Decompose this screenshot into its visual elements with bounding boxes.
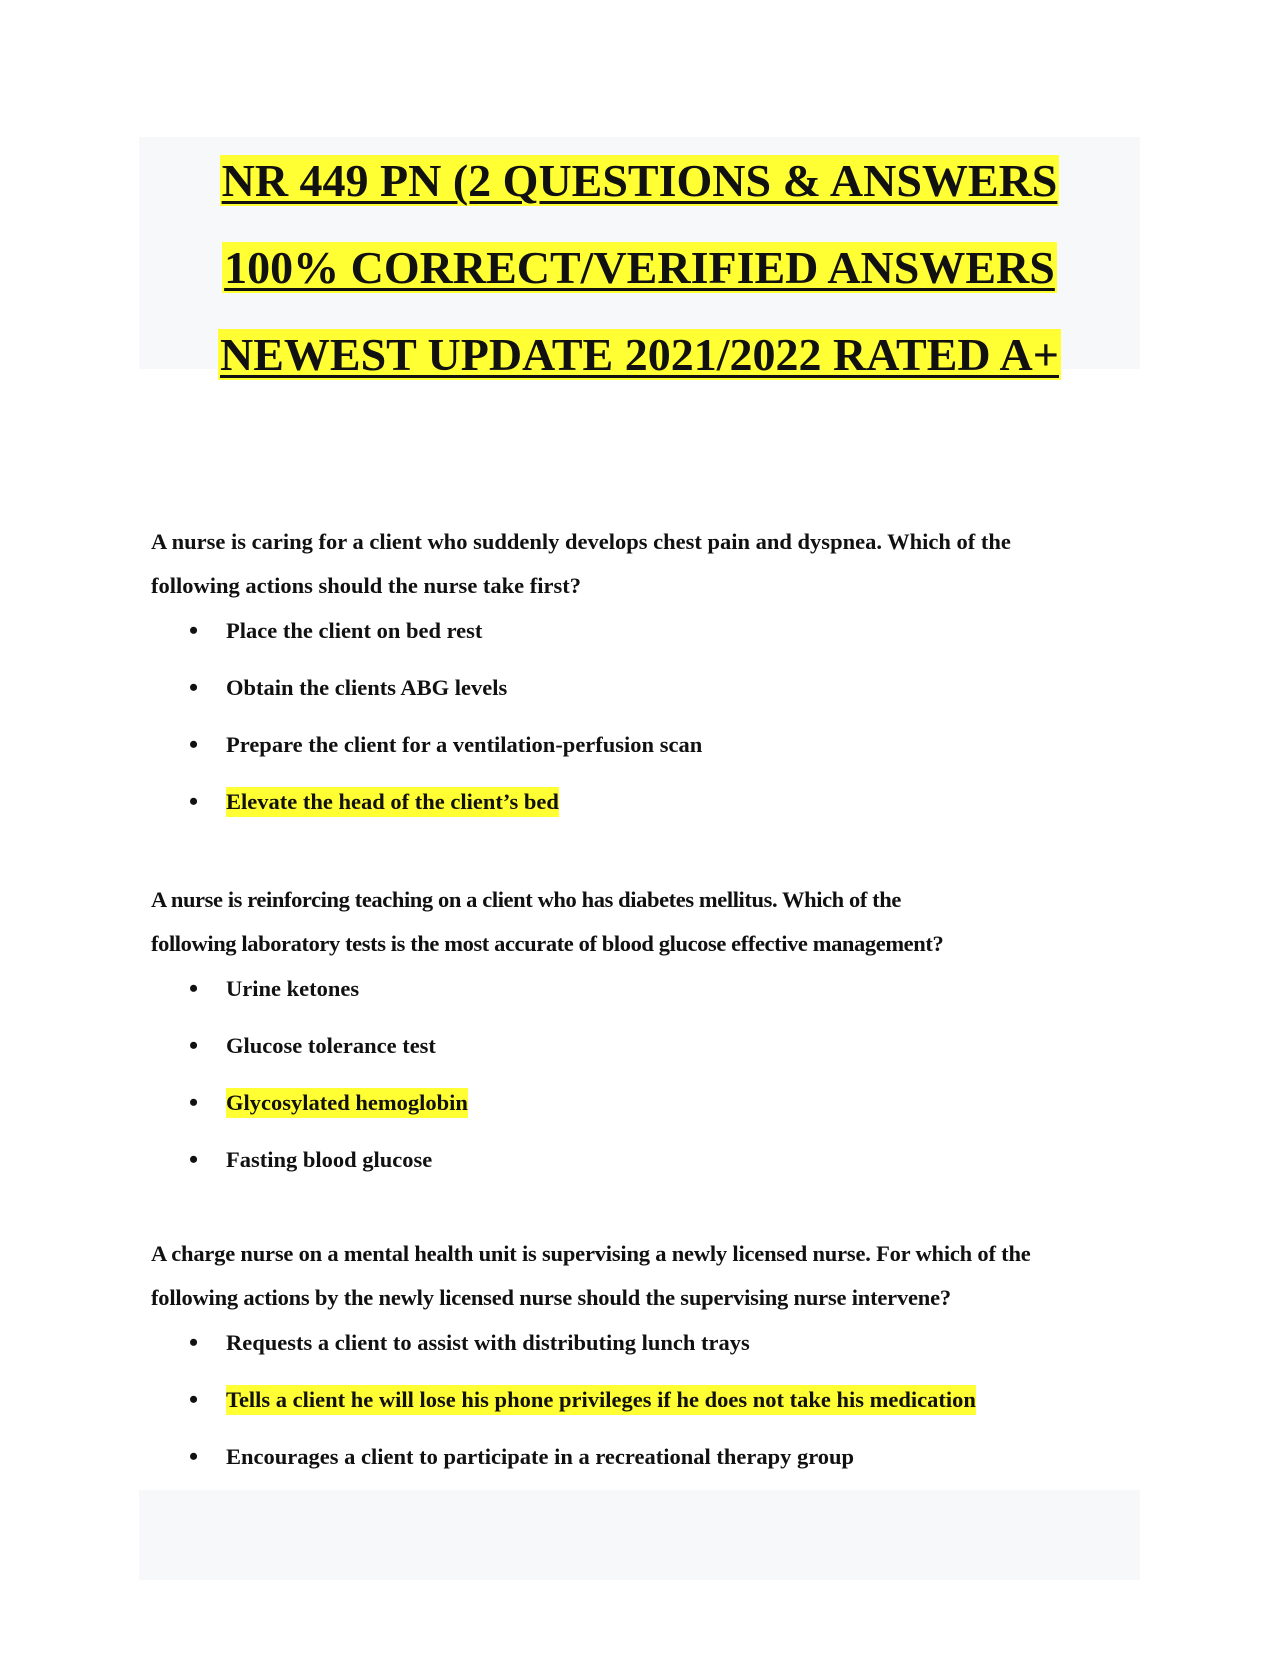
option-text: Place the client on bed rest <box>226 618 483 643</box>
question-text: A nurse is reinforcing teaching on a client who has diabetes mellitus. Which of the following laboratory tests is the most accurate of blood glucose effective management? <box>151 887 944 956</box>
answer-options <box>151 1328 1111 1499</box>
bullet-icon: • <box>189 1145 199 1174</box>
answer-option <box>151 974 1111 1031</box>
highlighted-answer-text: Tells a client he will lose his phone privileges if he does not take his medication <box>226 1385 976 1415</box>
question-text: A nurse is caring for a client who suddenly develops chest pain and dyspnea. Which of the following actions should the nurse take first? <box>151 529 1011 598</box>
question-1 <box>151 520 1111 844</box>
answer-options <box>151 974 1111 1202</box>
answer-option <box>151 1145 1111 1202</box>
bullet-icon: • <box>189 787 199 816</box>
bullet-icon: • <box>189 730 199 759</box>
answer-option-correct <box>151 787 1111 844</box>
bullet-icon: • <box>189 1088 199 1117</box>
option-text: Obtain the clients ABG levels <box>226 675 508 700</box>
answer-option-correct <box>151 1088 1111 1145</box>
bullet-icon: • <box>189 1328 199 1357</box>
question-text: A charge nurse on a mental health unit is supervising a newly licensed nurse. For which of the following actions by the newly licensed nurse should the supervising nurse intervene? <box>151 1241 1031 1310</box>
highlighted-answer-text: Elevate the head of the client’s bed <box>226 787 559 817</box>
option-text: Encourages a client to participate in a recreational therapy group <box>226 1444 855 1469</box>
bullet-icon: • <box>189 974 199 1003</box>
option-text: Fasting blood glucose <box>226 1147 433 1172</box>
title-line-1: NR 449 PN (2 QUESTIONS & ANSWERS <box>221 155 1058 206</box>
answer-option <box>151 730 1111 787</box>
title-line-2: 100% CORRECT/VERIFIED ANSWERS <box>224 242 1055 293</box>
option-text: Prepare the client for a ventilation-perfusion scan <box>226 732 703 757</box>
answer-option-correct <box>151 1385 1111 1442</box>
bullet-icon: • <box>189 616 199 645</box>
answer-option <box>151 673 1111 730</box>
document-title <box>139 137 1140 398</box>
bullet-icon: • <box>189 1031 199 1060</box>
answer-option <box>151 616 1111 673</box>
answer-option <box>151 1031 1111 1088</box>
question-3 <box>151 1232 1111 1499</box>
option-text: Glucose tolerance test <box>226 1033 436 1058</box>
answer-options <box>151 616 1111 844</box>
option-text: Requests a client to assist with distributing lunch trays <box>226 1330 750 1355</box>
bullet-icon: • <box>189 1385 199 1414</box>
highlighted-answer-text: Glycosylated hemoglobin <box>226 1088 468 1118</box>
page-footer-area <box>139 1490 1140 1580</box>
bullet-icon: • <box>189 673 199 702</box>
option-text: Urine ketones <box>226 976 360 1001</box>
answer-option <box>151 1328 1111 1385</box>
question-2 <box>151 878 1111 1202</box>
title-line-3: NEWEST UPDATE 2021/2022 RATED A+ <box>219 329 1059 380</box>
bullet-icon: • <box>189 1442 199 1471</box>
